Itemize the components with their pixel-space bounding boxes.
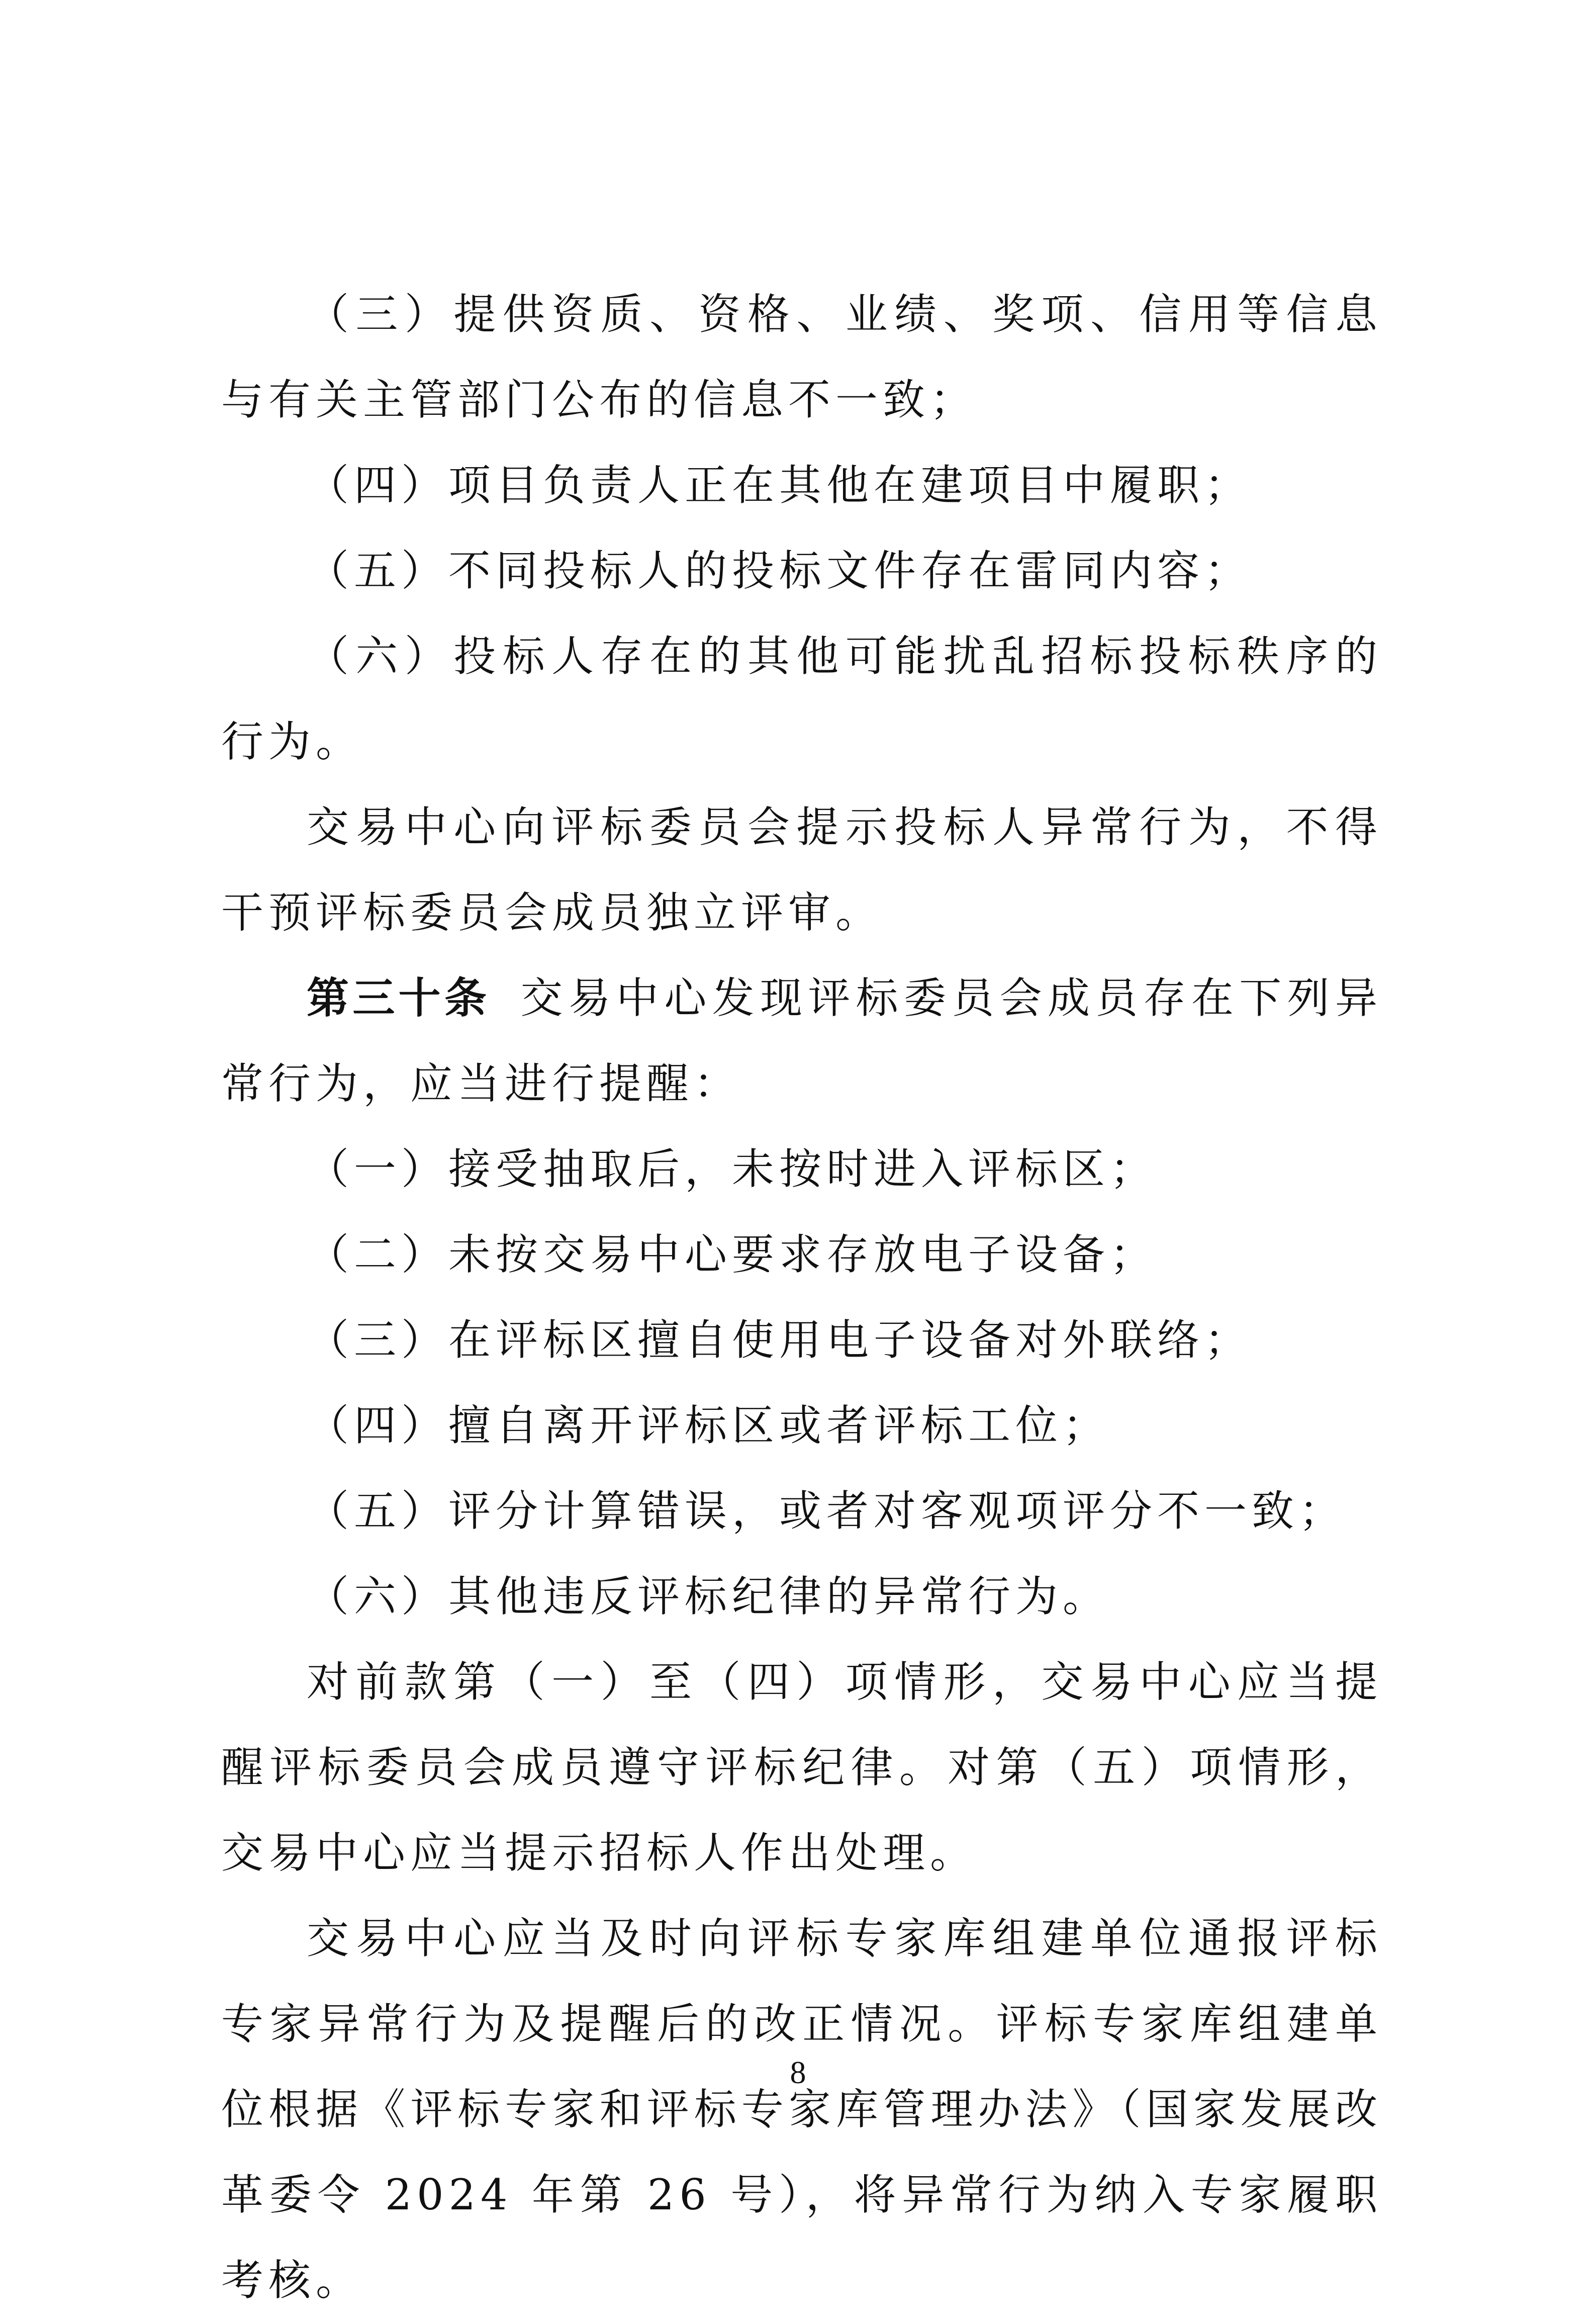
paragraph <box>221 784 1382 955</box>
paragraph-text: （二）未按交易中心要求存放电子设备； <box>307 1230 1158 1279</box>
page-number: 8 <box>790 2054 806 2090</box>
paragraph <box>221 1383 1382 1468</box>
paragraph <box>221 1126 1382 1212</box>
paragraph-text: （三）提供资质、资格、业绩、奖项、信用等信息与有关主管部门公布的信息不一致； <box>221 290 1382 424</box>
article-heading: 第三十条 <box>307 973 491 1023</box>
document-body <box>221 272 1382 2323</box>
paragraph-text: 交易中心应当及时向评标专家库组建单位通报评标专家异常行为及提醒后的改正情况。评标专家库组建单位根据《评标专家和评标专家库管理办法》（国家发展改革委令 2024 年第 26 号），将异常行为纳入专家履职考核。 <box>221 1914 1382 2305</box>
paragraph-text: （三）在评标区擅自使用电子设备对外联络； <box>307 1315 1252 1365</box>
paragraph-text: （四）擅自离开评标区或者评标工位； <box>307 1401 1110 1450</box>
paragraph <box>221 613 1382 784</box>
paragraph-text: （六）投标人存在的其他可能扰乱招标投标秩序的行为。 <box>221 632 1382 766</box>
paragraph-text: 交易中心发现评标委员会成员存在下列异常行为，应当进行提醒： <box>221 973 1382 1108</box>
paragraph <box>221 442 1382 528</box>
paragraph-text: （四）项目负责人正在其他在建项目中履职； <box>307 461 1252 510</box>
paragraph-text: （一）接受抽取后，未按时进入评标区； <box>307 1144 1158 1194</box>
paragraph <box>221 528 1382 613</box>
paragraph-text: （五）不同投标人的投标文件存在雷同内容； <box>307 546 1252 595</box>
paragraph-text: 交易中心向评标委员会提示投标人异常行为，不得干预评标委员会成员独立评审。 <box>221 802 1382 937</box>
paragraph-text: 对前款第（一）至（四）项情形，交易中心应当提醒评标委员会成员遵守评标纪律。对第（五）项情形，交易中心应当提示招标人作出处理。 <box>221 1657 1382 1878</box>
paragraph <box>221 1468 1382 1554</box>
paragraph <box>221 1212 1382 1297</box>
paragraph <box>221 272 1382 442</box>
paragraph <box>221 1554 1382 1639</box>
paragraph <box>221 1297 1382 1383</box>
paragraph <box>221 955 1382 1126</box>
paragraph-text: （六）其他违反评标纪律的异常行为。 <box>307 1572 1110 1621</box>
paragraph-text: （五）评分计算错误，或者对客观项评分不一致； <box>307 1486 1347 1536</box>
paragraph <box>221 1639 1382 1896</box>
paragraph <box>221 1896 1382 2323</box>
